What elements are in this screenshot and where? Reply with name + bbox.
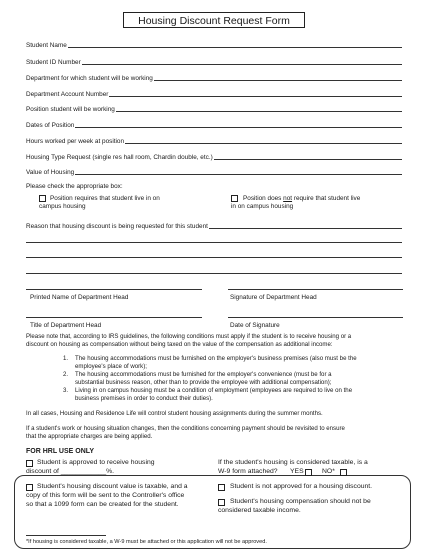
- condition-text: The housing accommodations must be furnished for the employer's convenience (must be for a: [75, 371, 332, 378]
- label-part: Position does: [243, 195, 284, 202]
- taxable-question-2: W-9 form attached?: [218, 468, 278, 475]
- not-taxable-label-2: considered taxable income.: [218, 507, 301, 514]
- yes-label: YES: [290, 468, 304, 475]
- requires-live-label-2: campus housing: [39, 203, 86, 210]
- change-note-line-1: If a student's work or housing situation changes, then the conditions concerning payment should be revisited to ensure: [26, 425, 345, 432]
- housing-type-line[interactable]: [214, 159, 402, 160]
- summer-note: In all cases, Housing and Residence Life will control student housing assignments during the summer months.: [26, 410, 323, 417]
- taxable-value-label-3: so that a 1099 form can be created for the student.: [26, 501, 179, 508]
- reason-line-2[interactable]: [26, 242, 402, 243]
- reason-line[interactable]: [209, 228, 402, 229]
- not-require-label-1: [243, 195, 360, 203]
- approved-label-2: discount of ____________%.: [26, 468, 115, 475]
- hours-line[interactable]: [125, 143, 402, 144]
- condition-number: 2.: [63, 371, 69, 378]
- field-label: Department for which student will be working: [26, 75, 153, 82]
- field-label: Dates of Position: [26, 122, 75, 129]
- requires-live-checkbox[interactable]: [39, 195, 46, 202]
- taxable-question-1: If the student's housing is considered taxable, is a: [218, 459, 368, 466]
- footnote: *If housing is considered taxable, a W-9 must be attached or this application will not be approved.: [26, 539, 267, 545]
- taxable-value-label-1: Student's housing discount value is taxable, and a: [37, 483, 188, 490]
- change-note-line-2: that the appropriate charges are being applied.: [26, 433, 153, 440]
- requires-live-label-1: Position requires that student live in on: [50, 195, 160, 202]
- footnote-divider: [26, 535, 106, 536]
- label-part: require that student live: [292, 195, 361, 202]
- field-label: Value of Housing: [26, 169, 75, 176]
- date-label: Date of Signature: [230, 322, 280, 329]
- not-taxable-checkbox[interactable]: [218, 499, 225, 506]
- irs-intro-line-2: discount on housing as compensation without being taxed on the value of the compensation as additional income:: [26, 341, 333, 348]
- reason-line-4[interactable]: [26, 273, 402, 274]
- field-label: Reason that housing discount is being requested for this student: [26, 223, 208, 230]
- student-id-line[interactable]: [82, 64, 402, 65]
- housing-type-field[interactable]: [26, 151, 402, 161]
- field-label: Student Name: [26, 42, 67, 49]
- student-name-field[interactable]: [26, 39, 402, 49]
- condition-text: The housing accommodations must be furnished on the employer's business premises (also must be the: [75, 355, 357, 362]
- field-label: Department Account Number: [26, 91, 109, 98]
- date-line[interactable]: [228, 317, 403, 318]
- condition-text: business premises in order to conduct their duties).: [75, 395, 213, 402]
- account-number-field[interactable]: [26, 88, 402, 98]
- signature-label: Signature of Department Head: [230, 294, 317, 301]
- hrl-heading: FOR HRL USE ONLY: [26, 448, 95, 455]
- form-title: Housing Discount Request Form: [123, 12, 305, 28]
- student-id-field[interactable]: [26, 56, 402, 66]
- not-approved-checkbox[interactable]: [218, 484, 225, 491]
- department-field[interactable]: [26, 72, 402, 82]
- housing-value-field[interactable]: [26, 166, 402, 176]
- yes-checkbox[interactable]: [305, 469, 312, 476]
- field-label: Hours worked per week at position: [26, 138, 125, 145]
- condition-number: 1.: [63, 355, 69, 362]
- field-label: Position student will be working: [26, 106, 115, 113]
- not-require-label-2: in on campus housing: [231, 203, 294, 210]
- condition-text: substantial business reason, other than to provide the employee with additional compensation);: [75, 379, 332, 386]
- housing-value-line[interactable]: [75, 174, 402, 175]
- not-approved-label: Student is not approved for a housing discount.: [230, 483, 373, 490]
- label-part-underlined: not: [283, 195, 293, 202]
- check-prompt: Please check the appropriate box:: [26, 183, 123, 190]
- not-taxable-label-1: Student's housing compensation should not be: [230, 498, 371, 505]
- field-label: Student ID Number: [26, 59, 81, 66]
- title-line[interactable]: [26, 317, 202, 318]
- department-line[interactable]: [154, 80, 402, 81]
- condition-number: 3.: [63, 387, 69, 394]
- dates-line[interactable]: [75, 127, 402, 128]
- printed-name-line[interactable]: [26, 289, 202, 290]
- hours-field[interactable]: [26, 135, 402, 145]
- taxable-value-checkbox[interactable]: [26, 484, 33, 491]
- approved-label-1: Student is approved to receive housing: [37, 459, 155, 466]
- position-field[interactable]: [26, 103, 402, 113]
- account-number-line[interactable]: [109, 96, 402, 97]
- signature-line[interactable]: [228, 289, 403, 290]
- field-label: Housing Type Request (single res hall room, Chardin double, etc.): [26, 154, 213, 161]
- taxable-value-label-2: copy of this form will be sent to the Controller's office: [26, 492, 185, 499]
- approved-checkbox[interactable]: [26, 460, 33, 467]
- title-label: Title of Department Head: [30, 322, 102, 329]
- condition-text: employee's place of work);: [75, 363, 147, 370]
- printed-name-label: Printed Name of Department Head: [30, 294, 129, 301]
- condition-text: Living in on campus housing must be a condition of employment (employees are required to live on the: [75, 387, 353, 394]
- dates-field[interactable]: [26, 119, 402, 129]
- reason-field[interactable]: [26, 220, 402, 230]
- irs-intro-line-1: Please note that, according to IRS guidelines, the following conditions must apply if the student is to receive housing or a: [26, 333, 352, 340]
- position-line[interactable]: [116, 111, 402, 112]
- no-label: NO*: [322, 468, 335, 475]
- reason-line-3[interactable]: [26, 257, 402, 258]
- student-name-line[interactable]: [68, 47, 402, 48]
- not-require-checkbox[interactable]: [231, 195, 238, 202]
- no-checkbox[interactable]: [340, 469, 347, 476]
